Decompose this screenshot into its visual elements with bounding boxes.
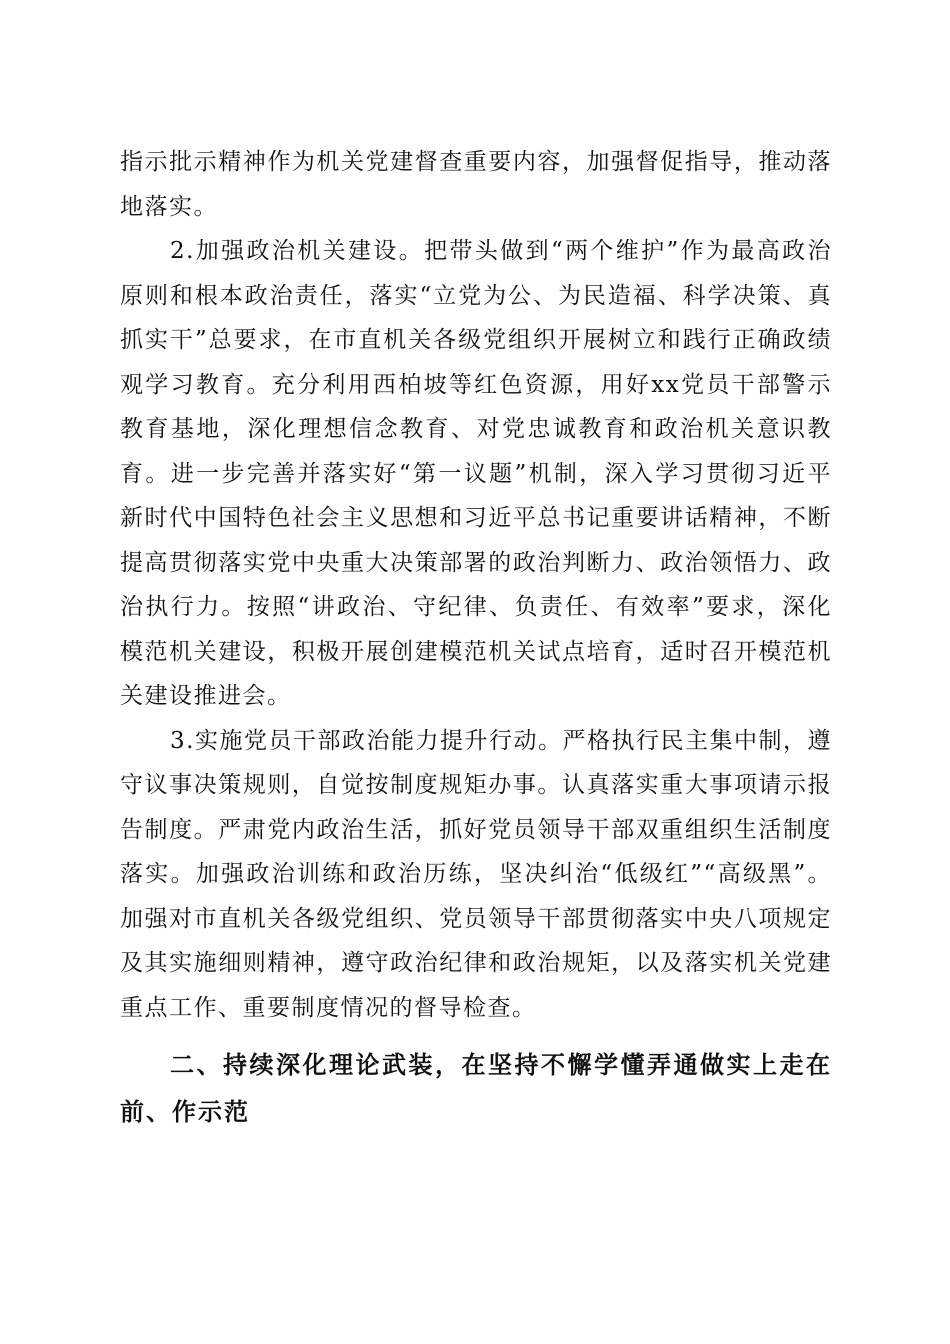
document-body bbox=[120, 140, 832, 1136]
paragraph-continuation: 指示批示精神作为机关党建督查重要内容，加强督促指导，推动落地落实。 bbox=[120, 149, 832, 220]
paragraph-item-3-political-ability-action: 3.实施党员干部政治能力提升行动。严格执行民主集中制，遵守议事决策规则，自觉按制度规矩办事。认真落实重大事项请示报告制度。严肃党内政治生活，抓好党员领导干部双重组织生活制度落实。加强政治训练和政治历练，坚决纠治“低级红”“高级黑”。加强对市直机关各级党组织、党员领导干部贯彻落实中央八项规定及其实施细则精神，遵守政治纪律和政治规矩，以及落实机关党建重点工作、重要制度情况的督导检查。 bbox=[120, 727, 832, 1021]
paragraph-item-2-political-organ-building: 2.加强政治机关建设。把带头做到“两个维护”作为最高政治原则和根本政治责任，落实“立党为公、为民造福、科学决策、真抓实干”总要求，在市直机关各级党组织开展树立和践行正确政绩观学习教育。充分利用西柏坡等红色资源，用好xx党员干部警示教育基地，深化理想信念教育、对党忠诚教育和政治机关意识教育。进一步完善并落实好“第一议题”机制，深入学习贯彻习近平新时代中国特色社会主义思想和习近平总书记重要讲话精神，不断提高贯彻落实党中央重大决策部署的政治判断力、政治领悟力、政治执行力。按照“讲政治、守纪律、负责任、有效率”要求，深化模范机关建设，积极开展创建模范机关试点培育，适时召开模范机关建设推进会。 bbox=[120, 238, 832, 709]
section-heading-two: 二、持续深化理论武装，在坚持不懈学懂弄通做实上走在前、作示范 bbox=[120, 1051, 832, 1126]
